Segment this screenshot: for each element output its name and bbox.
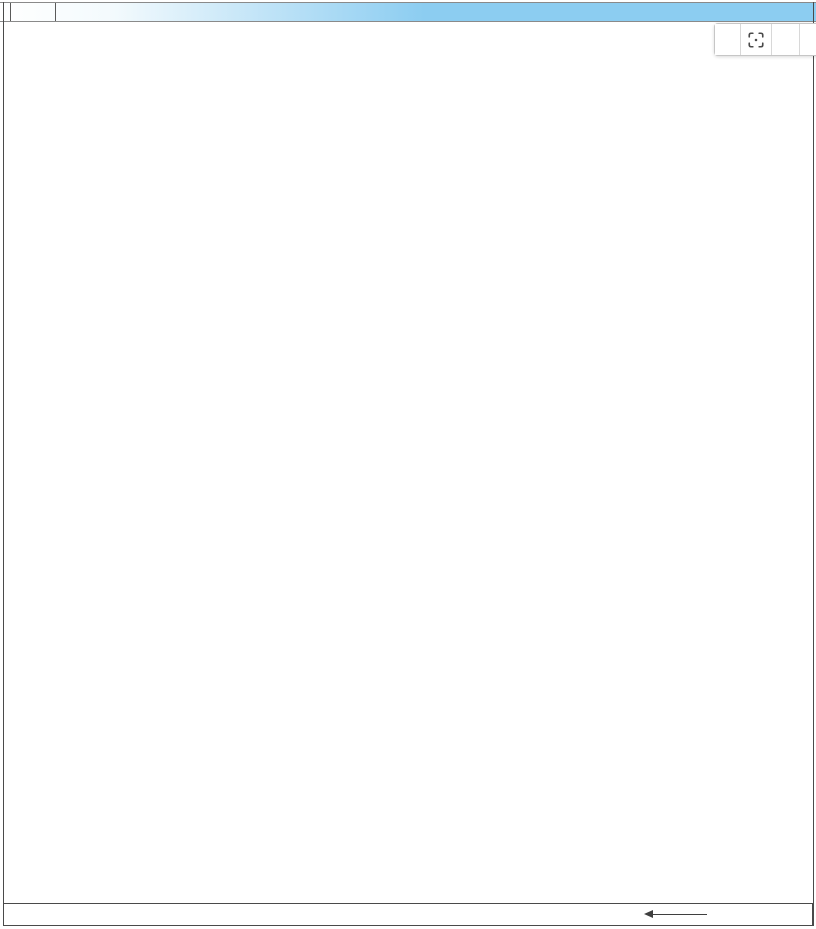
menu-button[interactable] [715,24,741,55]
example-box [3,903,813,926]
model-code-cell [10,3,57,21]
viewer-toolbar [714,23,816,56]
example-arrow-line [652,914,707,915]
fit-view-button[interactable] [741,24,772,55]
title-divider-line [55,3,56,21]
zoom-value[interactable] [800,24,816,55]
zoom-out-button[interactable] [772,24,800,55]
crosshair-icon [747,31,765,49]
title-row [0,2,816,22]
figure-frame-left [3,2,4,926]
figure-frame-right [813,2,814,926]
